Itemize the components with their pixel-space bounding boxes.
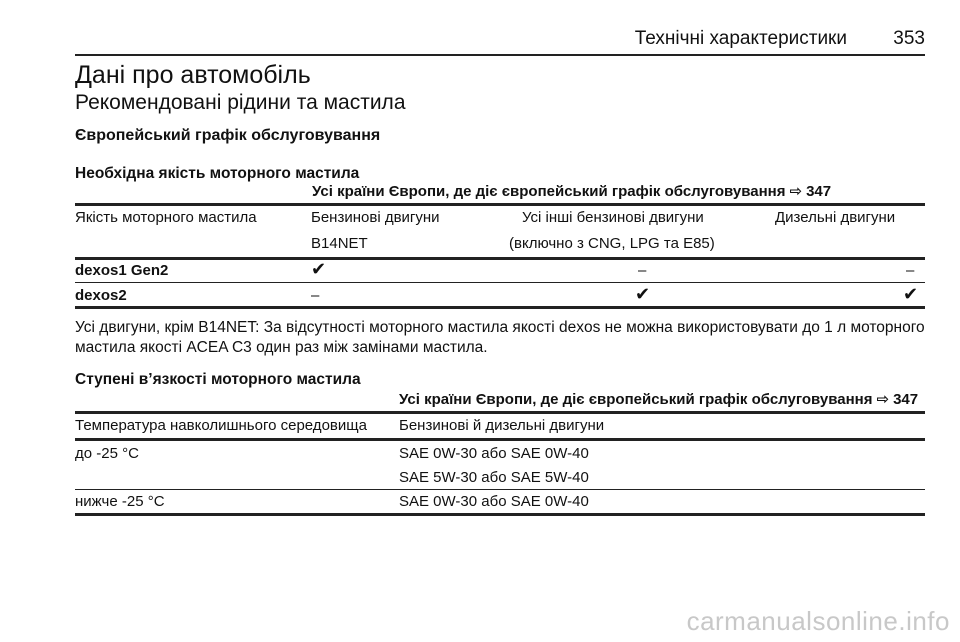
table2-top-rule <box>75 411 925 414</box>
table-cell-dash: – <box>311 287 320 304</box>
table-row-label: до -25 °C <box>75 445 139 462</box>
table2-caption <box>399 390 918 408</box>
page-number: 353 <box>893 28 925 49</box>
table1-bottom-rule <box>75 306 925 309</box>
table1-col-header: Дизельні двигуни <box>775 209 896 226</box>
table1-col-header: Бензинові двигуни <box>311 209 440 226</box>
table2-col-header: Температура навколишнього середовища <box>75 417 367 434</box>
table1-caption-text: Усі країни Європи, де діє європейський графік обслуговування <box>312 183 786 200</box>
table-row-label: нижче -25 °C <box>75 493 165 510</box>
table2-caption-text: Усі країни Європи, де діє європейський графік обслуговування <box>399 391 873 408</box>
table1-col-subheader: B14NET <box>311 235 368 252</box>
table2-bottom-rule <box>75 513 925 516</box>
table-cell-dash: – <box>906 262 915 279</box>
subsection-title: Європейський графік обслуговування <box>75 127 381 144</box>
table2-row-rule <box>75 489 925 490</box>
table-cell: SAE 5W-30 або SAE 5W-40 <box>399 469 589 486</box>
table-cell: SAE 0W-30 або SAE 0W-40 <box>399 493 589 510</box>
table2-col-header: Бензинові й дизельні двигуни <box>399 417 605 434</box>
watermark: carmanualsonline.info <box>686 606 950 636</box>
check-mark-icon: ✔ <box>635 284 651 304</box>
note-paragraph: Усі двигуни, крім B14NET: За відсутності моторного мастила якості dexos не можна використовувати до 1 л моторного мастила якості ACEA C3 один раз між замінами мастила. <box>75 319 925 356</box>
table1-top-rule <box>75 203 925 206</box>
arrow-right-icon: ⇨ <box>876 391 890 408</box>
check-mark-icon: ✔ <box>903 284 919 304</box>
header-title: Технічні характеристики <box>634 28 847 49</box>
manual-page <box>75 0 925 642</box>
arrow-right-icon: ⇨ <box>789 183 803 200</box>
table2-header-rule <box>75 438 925 441</box>
table-row-label: dexos2 <box>75 287 127 304</box>
table1-heading: Необхідна якість моторного мастила <box>75 165 360 182</box>
table1-caption <box>312 182 831 200</box>
table-cell-dash: – <box>638 262 647 279</box>
table1-col-subheader: (включно з CNG, LPG та E85) <box>509 235 715 252</box>
table1-row-rule <box>75 282 925 283</box>
table1-header-rule <box>75 257 925 260</box>
table1-caption-ref[interactable]: 347 <box>806 183 832 200</box>
table-row-label: dexos1 Gen2 <box>75 262 169 279</box>
table1-col-header: Усі інші бензинові двигуни <box>522 209 704 226</box>
running-header <box>75 28 925 56</box>
chapter-title: Дані про автомобіль <box>75 61 311 89</box>
table2-caption-ref[interactable]: 347 <box>893 391 919 408</box>
table2-heading: Ступені в’язкості моторного мастила <box>75 371 361 388</box>
table1-col-header: Якість моторного мастила <box>75 209 257 226</box>
check-mark-icon: ✔ <box>311 259 327 279</box>
section-title: Рекомендовані рідини та мастила <box>75 91 406 114</box>
table-cell: SAE 0W-30 або SAE 0W-40 <box>399 445 589 462</box>
